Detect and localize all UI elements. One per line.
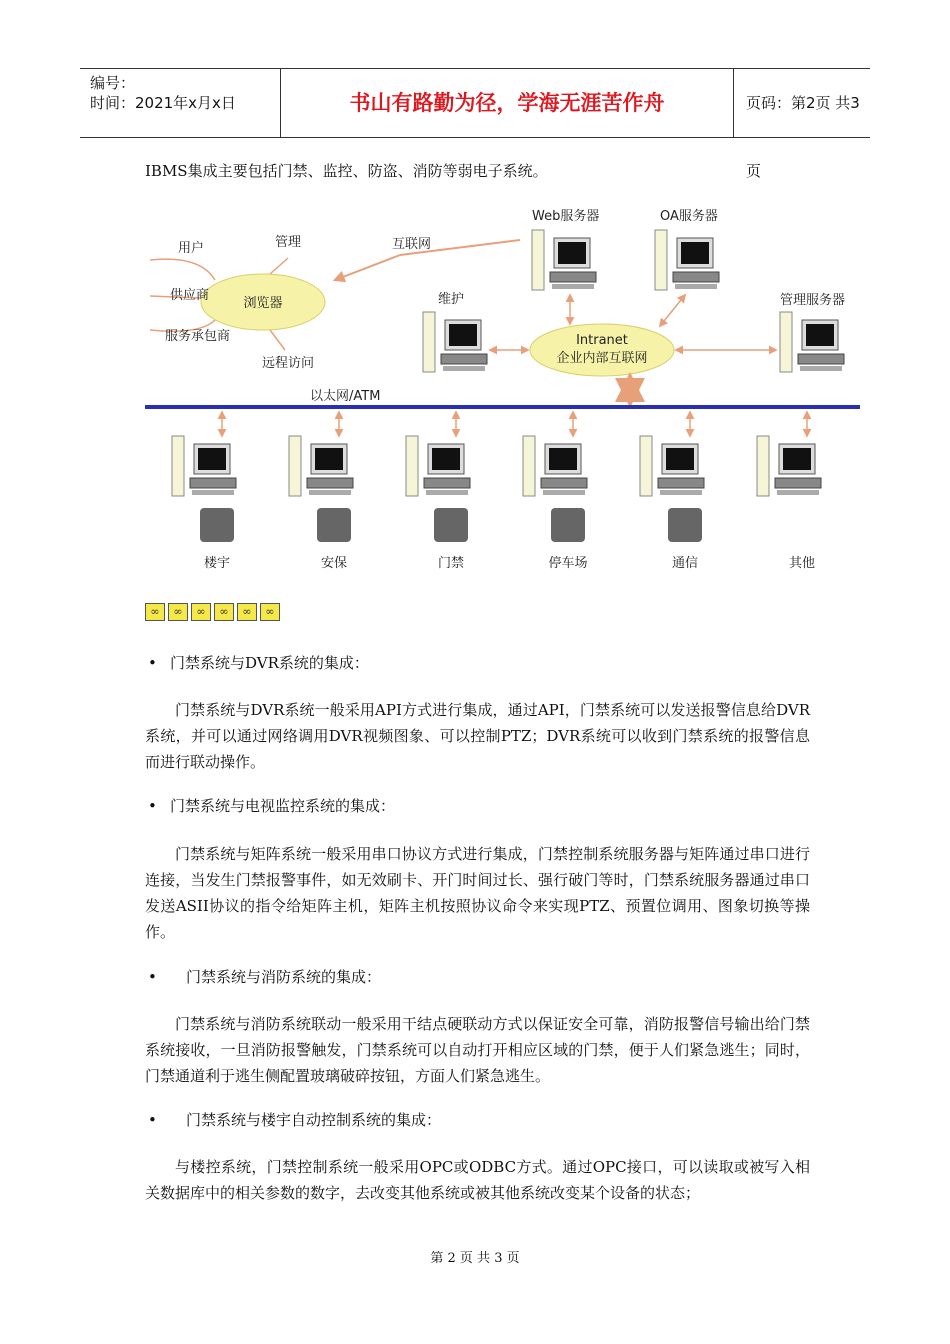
subsystem-pc	[172, 436, 236, 496]
label-intranet-1: Intranet	[576, 333, 628, 348]
subsystem-device-image	[785, 508, 819, 542]
subsystem-pc	[757, 436, 821, 496]
subsystem-label: 安保	[320, 556, 348, 571]
ibms-network-diagram	[140, 200, 870, 590]
subsystem-label: 楼宇	[203, 556, 231, 571]
label-user: 用户	[178, 241, 205, 256]
label-contractor: 服务承包商	[165, 329, 231, 344]
number-label: 编号：	[90, 74, 136, 92]
page-footer: 第 2 页 共 3 页	[430, 1251, 520, 1266]
ethernet-bus	[145, 405, 860, 409]
label-remote: 远程访问	[262, 356, 315, 371]
label-intranet-2: 企业内部互联网	[556, 351, 648, 366]
link-icon: ∞	[237, 603, 257, 621]
section-title-3: • 门禁系统与消防系统的集成：	[148, 968, 382, 986]
subsystem-device-image	[317, 508, 351, 542]
page-info: 页码：第2页 共3页	[746, 94, 860, 180]
subsystem-device-image	[668, 508, 702, 542]
intranet-ellipse	[530, 324, 674, 376]
mgmt-server-pc	[780, 312, 844, 372]
link-icon: ∞	[145, 603, 165, 621]
subsystem-device-image	[200, 508, 234, 542]
section-title-4: • 门禁系统与楼宇自动控制系统的集成：	[148, 1111, 442, 1129]
intro-text: IBMS集成主要包括门禁、监控、防盗、消防等弱电子系统。	[145, 162, 548, 180]
label-internet: 互联网	[392, 237, 432, 252]
section-body-3: 门禁系统与消防系统联动一般采用干结点硬联动方式以保证安全可靠，消防报警信号输出给门禁系统接收，一旦消防报警触发，门禁系统可以自动打开相应区域的门禁，便于人们紧急逃生；同时，门禁通道利于逃生侧配置玻璃破碎按钮，方面人们紧急逃生。	[145, 1015, 810, 1085]
link-icon: ∞	[214, 603, 234, 621]
label-maintain: 维护	[438, 292, 465, 307]
label-ethernet: 以太网/ATM	[310, 389, 381, 404]
subsystem-label: 其他	[788, 556, 816, 571]
section-title-2: • 门禁系统与电视监控系统的集成：	[148, 797, 396, 815]
motto: 书山有路勤为径，学海无涯苦作舟	[280, 69, 734, 137]
maintain-pc	[423, 312, 487, 372]
label-web-server: Web服务器	[532, 209, 600, 224]
web-server-pc	[532, 230, 596, 290]
label-oa-server: OA服务器	[660, 209, 718, 224]
label-manage: 管理	[275, 235, 302, 250]
subsystem-label: 停车场	[548, 556, 588, 571]
section-body-2: 门禁系统与矩阵系统一般采用串口协议方式进行集成，门禁控制系统服务器与矩阵通过串口进行连接，当发生门禁报警事件，如无效刷卡、开门时间过长、强行破门等时，门禁系统服务器通过串口发送ASII协议的指令给矩阵主机，矩阵主机按照协议命令来实现PTZ、预置位调用、图象切换等操作。	[145, 845, 810, 941]
oa-server-pc	[655, 230, 719, 290]
label-browser: 浏览器	[243, 296, 283, 311]
subsystem-row	[172, 412, 821, 571]
label-supplier: 供应商	[170, 288, 210, 303]
subsystem-pc	[289, 436, 353, 496]
subsystem-pc	[640, 436, 704, 496]
toolbar-icons	[145, 600, 283, 620]
subsystem-label: 门禁	[437, 556, 465, 571]
subsystem-pc	[406, 436, 470, 496]
label-mgmt-server: 管理服务器	[780, 293, 846, 308]
section-body-4: 与楼控系统，门禁控制系统一般采用OPC或ODBC方式。通过OPC接口，可以读取或被写入相关数据库中的相关参数的数字，去改变其他系统或被其他系统改变某个设备的状态；	[145, 1158, 810, 1202]
link-icon: ∞	[191, 603, 211, 621]
header-meta	[80, 69, 280, 137]
time-label: 时间：2021年x月x日	[90, 94, 236, 112]
link-icon: ∞	[168, 603, 188, 621]
link-icon: ∞	[260, 603, 280, 621]
subsystem-pc	[523, 436, 587, 496]
subsystem-label: 通信	[671, 556, 699, 571]
subsystem-device-image	[551, 508, 585, 542]
section-body-1: 门禁系统与DVR系统一般采用API方式进行集成，通过API，门禁系统可以发送报警信息给DVR系统，并可以通过网络调用DVR视频图象、可以控制PTZ；DVR系统可以收到门禁系统的报警信息而进行联动操作。	[145, 701, 810, 771]
subsystem-device-image	[434, 508, 468, 542]
section-title-1: • 门禁系统与DVR系统的集成：	[148, 654, 369, 672]
